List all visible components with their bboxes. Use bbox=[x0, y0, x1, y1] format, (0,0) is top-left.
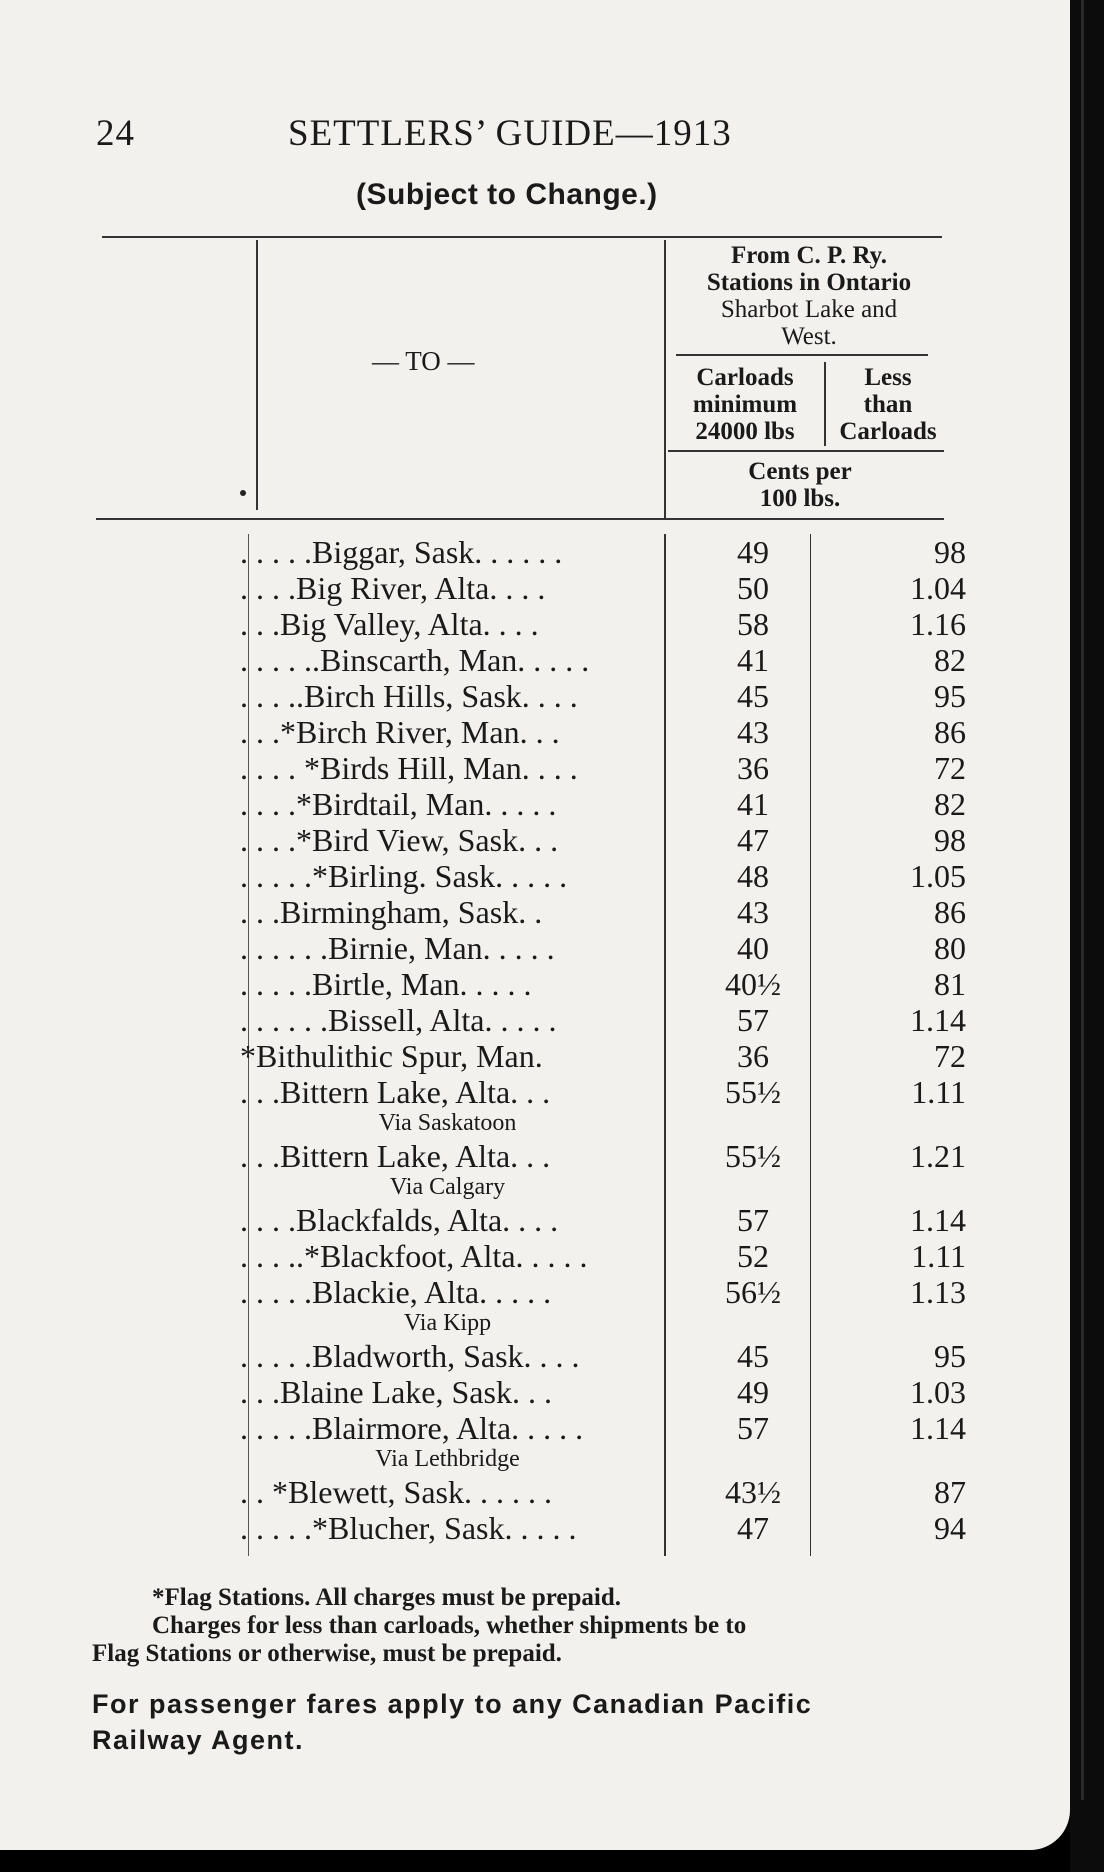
carload-rate: 43 bbox=[737, 894, 769, 930]
destination: . . . . .*Birling. Sask. . . . . bbox=[240, 858, 568, 894]
route-note: Via Kipp bbox=[403, 1310, 492, 1336]
carload-rate: 55½ bbox=[725, 1138, 781, 1174]
destination: . . . . . .Birnie, Man. . . . . bbox=[240, 930, 555, 966]
page-number: 24 bbox=[96, 113, 135, 154]
less-than-carload-rate: 86 bbox=[934, 894, 966, 930]
less-than-carload-rate: 81 bbox=[934, 966, 966, 1002]
route-note: Via Calgary bbox=[389, 1174, 506, 1200]
carload-rate: 56½ bbox=[725, 1274, 781, 1310]
passenger-note-line-1: For passenger fares apply to any Canadian Pacific bbox=[92, 1689, 813, 1719]
less-than-carload-rate: 98 bbox=[934, 822, 966, 858]
less-line-3: Carloads bbox=[839, 418, 937, 445]
table-row bbox=[240, 1410, 966, 1446]
subheader-rule bbox=[676, 354, 928, 356]
less-than-carload-rate: 82 bbox=[934, 642, 966, 678]
carload-rate: 47 bbox=[737, 822, 769, 858]
destination: . . . . .*Blucher, Sask. . . . . bbox=[240, 1510, 577, 1546]
destination: . . . ..Birch Hills, Sask. . . . bbox=[240, 678, 578, 714]
carload-rate: 45 bbox=[737, 1338, 769, 1374]
less-than-carload-rate: 1.04 bbox=[910, 570, 966, 606]
from-line-4: West. bbox=[781, 323, 837, 350]
carload-rate: 40 bbox=[737, 930, 769, 966]
destination: . . . . *Birds Hill, Man. . . . bbox=[240, 750, 578, 786]
table-row bbox=[240, 1238, 966, 1274]
carload-rate: 49 bbox=[737, 534, 769, 570]
table-row bbox=[240, 786, 966, 822]
units-heading bbox=[700, 458, 900, 512]
destination: . . .Bittern Lake, Alta. . . bbox=[240, 1074, 551, 1110]
table-row bbox=[240, 606, 966, 642]
route-note: Via Lethbridge bbox=[375, 1446, 520, 1472]
footnotes bbox=[92, 1584, 942, 1668]
running-title: SETTLERS’ GUIDE—1913 bbox=[288, 113, 732, 154]
table-row bbox=[240, 894, 966, 930]
less-line-2: than bbox=[863, 391, 913, 418]
destination: . . . .*Bird View, Sask. . . bbox=[240, 822, 559, 858]
destination: . . . . .Bladworth, Sask. . . . bbox=[240, 1338, 580, 1374]
destination: . . .Birmingham, Sask. . bbox=[240, 894, 543, 930]
less-than-carload-rate: 1.14 bbox=[910, 1002, 966, 1038]
carload-rate: 43½ bbox=[725, 1474, 781, 1510]
carloads-line-3: 24000 lbs bbox=[695, 418, 795, 445]
carload-rate: 36 bbox=[737, 750, 769, 786]
carloads-line-2: minimum bbox=[692, 391, 798, 418]
table-row bbox=[240, 1038, 966, 1074]
destination: . . .*Birch River, Man. . . bbox=[240, 714, 560, 750]
less-than-carload-rate: 1.13 bbox=[910, 1274, 966, 1310]
table-row bbox=[240, 1002, 966, 1038]
less-than-carload-rate: 1.03 bbox=[910, 1374, 966, 1410]
table-row bbox=[240, 714, 966, 750]
carload-rate: 52 bbox=[737, 1238, 769, 1274]
less-than-carload-rate: 95 bbox=[934, 678, 966, 714]
less-than-carload-rate: 1.05 bbox=[910, 858, 966, 894]
carload-rate: 57 bbox=[737, 1002, 769, 1038]
less-than-carload-rate: 1.14 bbox=[910, 1410, 966, 1446]
carload-rate: 41 bbox=[737, 786, 769, 822]
less-than-carload-rate: 98 bbox=[934, 534, 966, 570]
less-than-carload-rate: 80 bbox=[934, 930, 966, 966]
carload-rate: 57 bbox=[737, 1202, 769, 1238]
destination: . . . . .Blairmore, Alta. . . . . bbox=[240, 1410, 584, 1446]
from-line-2: Stations in Ontario bbox=[706, 269, 912, 296]
table-row bbox=[240, 1202, 966, 1238]
table-row bbox=[240, 1138, 966, 1174]
carload-rate: 55½ bbox=[725, 1074, 781, 1110]
carload-rate: 40½ bbox=[725, 966, 781, 1002]
destination: . . .Blaine Lake, Sask. . . bbox=[240, 1374, 552, 1410]
units-line-2: 100 lbs. bbox=[759, 485, 841, 512]
table-row bbox=[240, 1510, 966, 1546]
page-edge-line bbox=[1081, 0, 1084, 1800]
less-than-carload-rate: 72 bbox=[934, 1038, 966, 1074]
carload-rate: 36 bbox=[737, 1038, 769, 1074]
less-than-carload-rate: 1.11 bbox=[911, 1074, 966, 1110]
destination: *Bithulithic Spur, Man. bbox=[240, 1038, 543, 1074]
carload-rate: 48 bbox=[737, 858, 769, 894]
top-rule bbox=[102, 236, 942, 238]
carload-rate: 43 bbox=[737, 714, 769, 750]
rates-column-rule bbox=[664, 240, 666, 518]
less-than-carload-rate: 72 bbox=[934, 750, 966, 786]
table-row bbox=[240, 858, 966, 894]
less-than-carload-rate: 94 bbox=[934, 1510, 966, 1546]
less-than-carload-rate: 86 bbox=[934, 714, 966, 750]
carload-rate: 47 bbox=[737, 1510, 769, 1546]
header-bottom-rule bbox=[96, 518, 944, 520]
charges-note-line-2: Flag Stations or otherwise, must be prepaid. bbox=[92, 1640, 562, 1667]
carload-rate: 41 bbox=[737, 642, 769, 678]
carload-rate: 58 bbox=[737, 606, 769, 642]
destination: . . . . . .Bissell, Alta. . . . . bbox=[240, 1002, 557, 1038]
table-row bbox=[240, 678, 966, 714]
subtitle: (Subject to Change.) bbox=[356, 178, 658, 211]
left-column-rule bbox=[256, 240, 258, 510]
less-than-carload-rate: 82 bbox=[934, 786, 966, 822]
table-row bbox=[240, 534, 966, 570]
charges-note-line-1: Charges for less than carloads, whether shipments be to bbox=[152, 1612, 747, 1639]
destination: . . . .Blackfalds, Alta. . . . bbox=[240, 1202, 559, 1238]
carloads-line-1: Carloads bbox=[696, 364, 794, 391]
carload-rate: 50 bbox=[737, 570, 769, 606]
carloads-heading bbox=[668, 364, 822, 445]
scan-gutter bbox=[1070, 0, 1104, 1872]
destination: . . . .*Birdtail, Man. . . . . bbox=[240, 786, 557, 822]
from-heading bbox=[670, 242, 948, 350]
destination: . . .Bittern Lake, Alta. . . bbox=[240, 1138, 551, 1174]
table-row bbox=[240, 1074, 966, 1110]
table-row bbox=[240, 930, 966, 966]
destination: . . .Big Valley, Alta. . . . bbox=[240, 606, 539, 642]
table-row bbox=[240, 966, 966, 1002]
less-than-carload-rate: 1.16 bbox=[910, 606, 966, 642]
less-than-carload-rate: 1.21 bbox=[910, 1138, 966, 1174]
rate-table-body bbox=[240, 534, 966, 1546]
carload-rate: 49 bbox=[737, 1374, 769, 1410]
header-dot bbox=[240, 490, 246, 496]
route-note: Via Saskatoon bbox=[378, 1110, 517, 1136]
table-row bbox=[240, 570, 966, 606]
table-row bbox=[240, 642, 966, 678]
destination: . . . . .Biggar, Sask. . . . . . bbox=[240, 534, 563, 570]
subheader-divider bbox=[824, 362, 826, 446]
units-rule bbox=[668, 450, 944, 452]
from-line-1: From C. P. Ry. bbox=[730, 242, 888, 269]
carload-rate: 57 bbox=[737, 1410, 769, 1446]
table-row bbox=[240, 1274, 966, 1310]
table-row bbox=[240, 1474, 966, 1510]
less-than-carload-rate: 1.11 bbox=[911, 1238, 966, 1274]
table-row bbox=[240, 1338, 966, 1374]
units-line-1: Cents per bbox=[748, 458, 852, 485]
page-header bbox=[96, 112, 946, 162]
table-row bbox=[240, 750, 966, 786]
destination: . . . . .Blackie, Alta. . . . . bbox=[240, 1274, 552, 1310]
destination: . . . . ..Binscarth, Man. . . . . bbox=[240, 642, 590, 678]
table-row bbox=[240, 1374, 966, 1410]
carload-rate: 45 bbox=[737, 678, 769, 714]
destination: . . . . .Birtle, Man. . . . . bbox=[240, 966, 532, 1002]
less-than-carload-rate: 87 bbox=[934, 1474, 966, 1510]
destination: . . . ..*Blackfoot, Alta. . . . . bbox=[240, 1238, 588, 1274]
passenger-fares-note bbox=[92, 1686, 952, 1758]
destination: . . *Blewett, Sask. . . . . . bbox=[240, 1474, 552, 1510]
less-than-carloads-heading bbox=[828, 364, 948, 445]
from-line-3: Sharbot Lake and bbox=[720, 296, 898, 323]
less-line-1: Less bbox=[864, 364, 912, 391]
passenger-note-line-2: Railway Agent. bbox=[92, 1725, 305, 1755]
destination: . . . .Big River, Alta. . . . bbox=[240, 570, 546, 606]
table-row bbox=[240, 822, 966, 858]
to-column-heading: — TO — bbox=[372, 346, 475, 376]
flag-stations-note: *Flag Stations. All charges must be prepaid. bbox=[152, 1584, 622, 1611]
less-than-carload-rate: 1.14 bbox=[910, 1202, 966, 1238]
less-than-carload-rate: 95 bbox=[934, 1338, 966, 1374]
